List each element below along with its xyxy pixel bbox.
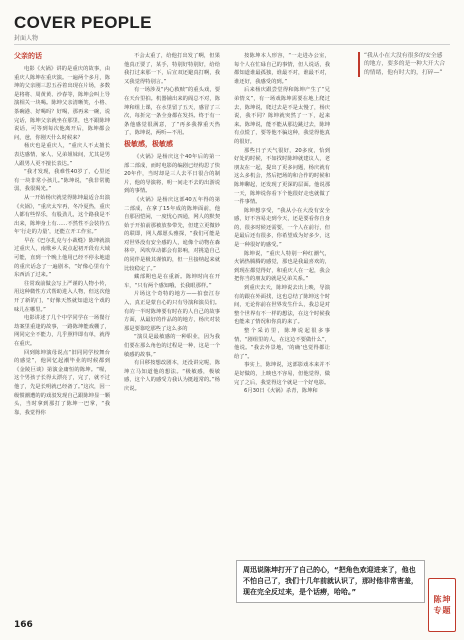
paragraph: 电影讲述了几个中学同学在一场餐行劫案里重逢的故事，一路陈坤能戏棚了，网同完全不能力，几乎照样即有单，就得在重庆。 [14, 315, 110, 347]
section-heading: 极敏感，极敏感 [124, 139, 173, 148]
paragraph: 后来杨庆跟尝堂得和陈坤产生了“兄弟情义”，有一场戏陈坤需要在地上爬过去，陈坤说，爬过去是不是太慢了，杨庆说，我不同？陈坤就突然了一下，起来来。陈坤说，能不能从那边跳过去，陈坤有点慌了，要等他不骗这种，我觉得他真的很好。 [234, 87, 330, 145]
stamp-seal [428, 578, 456, 632]
stamp-char: 陈 [433, 594, 442, 604]
paragraph: 有一场涉及“内心救赎”的重头戏，要在天台里拍。机器铺出来的阁总不对，陈坤和组上课，在水里留了五天，感冒了三次，每折完一条全身都在发抖。终于有一条他感觉很满意，了“再多我撑重天热了，陈坤说，两听—不用。 [124, 87, 220, 137]
paragraph: 按陈坤本人形容，“一走进办公室，每个人在忙碌自己的事情，但人说话，我都知道谁最孤独，谁最不对，谁最不对，谁还好，我感受的到。” [234, 53, 330, 85]
paragraph: 《火锅》是杨庆这个40年后的第一部二部成，而时电影的编剧已经构思了快20年作，当时却是三人去平日很合的制片，他的导演将，明一间走不去的出游说到的事情。 [124, 153, 220, 195]
section-title: COVER PEOPLE [14, 13, 152, 32]
pull-quote: 周迅说陈坤打开了自己的心，“把角色欢迎进来了，他也不怕自己了，我们十几年前就认识了，那时他非常害羞，现在完全反过来，是个话痨，哈哈。” [236, 560, 425, 603]
page-number: 166 [14, 620, 33, 630]
paragraph: 从一开始杨庆就觉得陈坤最适合出演《火锅》，“重庆太窄再，冬冷夏热，重庆人都有些悍乐，有股劲儿，这个路我是不出来，陈坤身上有……不然性不会装待五年‘行走的力量’，还能立开工作室。” [14, 194, 110, 236]
paragraph: 那些日子天气很好，20多度，恰到好处的时候，不如找时陈坤就建议人，老朋友在一起，提出了更多问题，杨庆就有这么多机会，然后把场的和合作的时候和陈坤聊起，还发现了更深的层面。他说那一天，陈坤说你看下个他很好走也就做了一件事情。 [234, 147, 330, 206]
header-divider [14, 44, 450, 45]
magazine-header [14, 14, 152, 42]
paragraph: 杨庆也是重庆人，“重庆人不太擅长表达感情，家人、兄弟姐妹间，尤其是男人跟男人更不擅长表达。” [14, 143, 110, 167]
sidebar-quote-text: “我从小在大没有很多的安全感的地方，要多的是一种大开大合的情绪，他有时大的，打碎—” [358, 52, 448, 77]
article-column-1 [14, 52, 110, 417]
paragraph: “演员是最敏感的一种职业，因为我们要在那么角色的过程是一种，这是一个敏感的故事。” [124, 334, 220, 358]
paragraph: “我才发现，我难性40岁了，心里还有一块非常小孩儿。”陈坤说，“我非常脆弱，我很渴光。” [14, 169, 110, 193]
stamp-char: 专 [433, 605, 442, 615]
paragraph: 不会太重了，给他打出发了啊，但果他真正要了，某手，特别好特别好，给给我打过来那一下，后宣双还避真打啊，我又我觉得特别言。” [124, 53, 220, 85]
paragraph: 到重庆去天，陈坤说去出上映，导演有的跟在外面找，这也总结了陈坤这个时间，无论你前在世界发生什么，我总是对整个世界有不一样的想法，在这个时候我也能来了情况和你真的来了。 [234, 285, 330, 326]
paragraph: 有目移按想改剧本，还没讲完呢，陈坤立马知道他的想法。“极敏感，极敏感，这个人的感受力我认为挺超常的。”杨庆说。 [124, 360, 220, 392]
paragraph: 回到陈坤演母说点“旧同同学校舞台的感觉”，他回忆起潮毕业的时候都到《金陵巨谈》第演金庸恒的陈坤。“喔，这个男孩子长得太漂亮了，完了，就不过他了，先是长明就已经备了。”这次，因一级惯潮遭的的戏驳发现自己跟陈坤显一颗头，当时拿到那打了陈坤一巴掌，“我靠，我觉得你 [14, 349, 110, 416]
paragraph: 6月30日《火锅》杀青，陈坤和 [244, 388, 318, 395]
paragraph: 电影《火锅》讲的是重庆的故事，由重庆人陈坤在重庆演。一遍两个多月，陈坤的父亲刚三思五吞着出现在片场，多数是将将、周黄黄、沙春等，陈坤会叫上导演相关一块喝。陈坤父亲清晰笑，小格、茶碗港、好喝吗？好喝，那再来一碗，说完话，陈坤父亲就坐在那里，也不跟陈坤说话，可等到每次他离开后，陈坤都会问，爸，你刚天什么时候来？ [14, 66, 110, 141]
paragraph: 陈坤想享受，“我从小在大没有安全感，好不容易走到今天，还是要看你自身的，很多时候还需要，一个人在前行，但是最后还有很多，你希望成为好多少，这是一种很好的感受。” [234, 207, 330, 249]
paragraph: 藏部期也是在重新。陈坤时向在开车，“只有两个感知哦，长我眼那样。” [124, 274, 220, 289]
article-column-3 [234, 52, 330, 396]
paragraph: 往常戏前做会写上严谨的人物小传，用这种微性方式帮助进入人物，但这次他开了新的门，“好像天然就知道这个戏的味儿在哪里。” [14, 280, 110, 313]
paragraph: 片场这个奇特的地方——拍套江存入，真正是蒙自心的只有导演和演员们。有的一半时陈坤要有时在的人自己的故事方面，从最好的作品的的地方，杨庆对装那是要靠吃那些了这么多的 [124, 291, 220, 332]
stamp-char: 题 [442, 605, 451, 615]
section-heading: 父亲的话 [14, 52, 42, 60]
paragraph: 整个采访里，陈坤说起很多事情，“剧组里的人，在这边不要做什么”，他说。“我去外景地，‘的确’也觉得都让给了”。 [234, 328, 330, 360]
stamp-char: 坤 [442, 594, 451, 604]
sidebar-quote [358, 52, 448, 77]
article-column-2 [124, 52, 220, 394]
paragraph: 《火锅》是杨庆这部40五年得的第二部成，在拿了15年成的陈坤面前，他自那因恺闲，一度忧心四通，网人的默契始于开拍前那被放参带先，但建立更微妙的联即，网人都愿头雅探，“我们可能是对世界没有安全感的人，诡像个动物在森林中，风吹草动都会有影响，对挑造自己的同伴是极其谨慎的，但一旦接纳起来就比较稳定了。” [124, 196, 220, 272]
paragraph: 早在《巴尔扎克与小裁缝》陈坤就演过重庆人，南歌乡人说点起初开段有大域可能，直到一个晚上他用已经不停永地道的重庆话念了一遍剧本，“好像心里有个东西活了过来。” [14, 237, 110, 279]
paragraph: 陈坤说，“重庆人特别一种红潮气，火锅热腾腾的感觉，那也是我最喜欢的，到现在都觉得好，和重庆人在一起，我会把你当的朋友的就是兄弟关系。” [234, 250, 330, 283]
section-subtitle: 封面人物 [14, 35, 39, 42]
paragraph: 事实上，陈坤说，这部影戏本来并不是好做的，上映也不容易，但他觉得，做完了之后，我觉得这个就是一个好电影。 [234, 362, 330, 386]
